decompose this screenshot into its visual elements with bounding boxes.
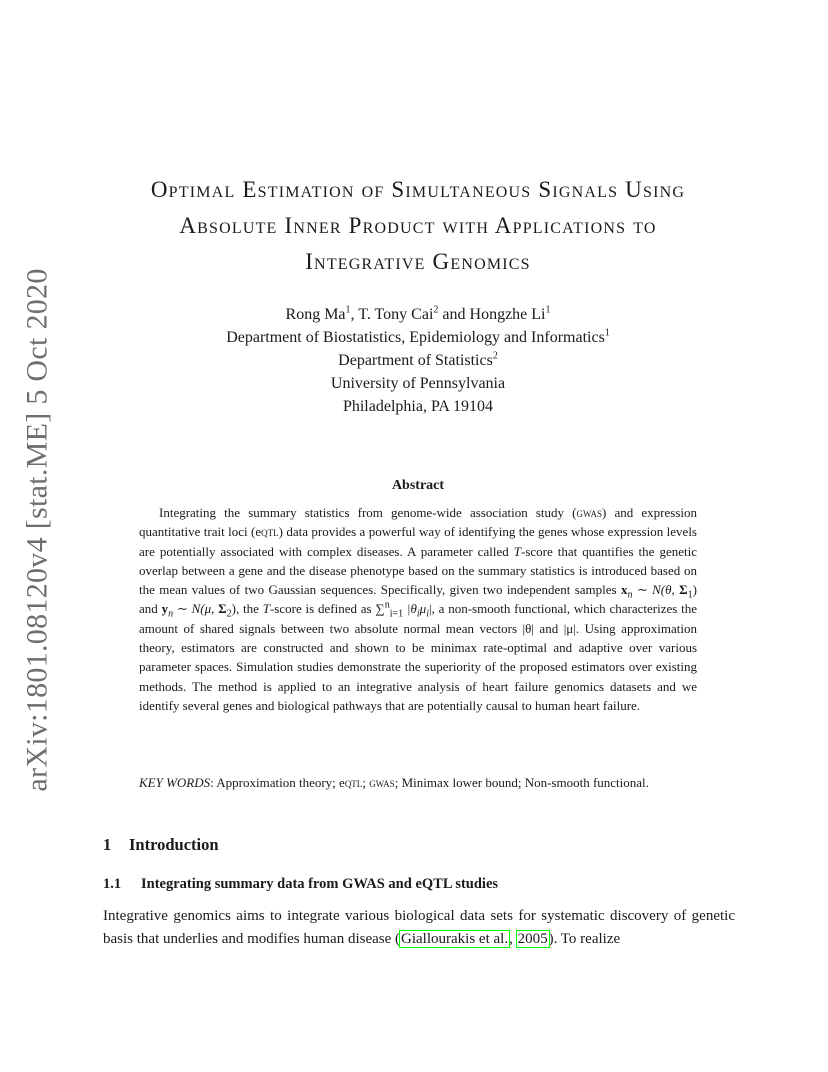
keywords: KEY WORDS: Approximation theory; eqtl; gwas; Minimax lower bound; Non-smooth functional. — [139, 775, 649, 790]
affiliation-4: Philadelphia, PA 19104 — [342, 398, 494, 415]
subsection-title: Integrating summary data from GWAS and eQTL studies — [141, 876, 499, 892]
subsection-heading — [103, 876, 498, 893]
abstract-paragraph: Integrating the summary statistics from genome-wide association study (gwas) and expression quantitative trait loci (eqtl) data provides a powerful way of identifying the genes whose expression levels are potentially associated with complex diseases. A parameter called T-score that quantifies the genetic overlap between a gene and the disease phenotype based on the summary statistics is introduced based on the mean values of two Gaussian sequences. Specifically, given two independent samples $x_n$ ∼ N(θ, $\Sigma_1$) and $y_n$ ∼ N(μ, $\Sigma_2$), the T-score is defined as ∑$^n_{i=1}$ $|\theta_i\mu_i|$, a non-smooth functional, which characterizes the amount of shared signals between two absolute normal mean vectors |θ| and |μ|. Using approximation theory, estimators are constructed and shown to be minimax rate-optimal and adaptive over various parameter spaces. Simulation studies demonstrate the superiority of the proposed estimators over existing methods. The method is applied to an integrative analysis of heart failure genomics datasets and we identify several genes and biological pathways that are potentially causal to human heart failure. — [139, 505, 697, 713]
author-block — [100, 303, 736, 418]
citation-link-year[interactable]: 2005 — [517, 931, 548, 947]
author-names: Rong Ma$^1$, T. Tony Cai$^2$ and Hongzhe Li$^1$ — [285, 304, 551, 323]
section-title: Introduction — [129, 835, 219, 854]
arxiv-stamp-text: arXiv:1801.08120v4 [stat.ME] 5 Oct 2020 — [21, 268, 55, 792]
citation-link-author[interactable]: Giallourakis et al. — [401, 931, 509, 947]
title-line-1: Optimal Estimation of Simultaneous Signals Using — [150, 177, 686, 202]
intro-paragraph: Integrative genomics aims to integrate various biological data sets for systematic discovery of genetic basis that underlies and modifies human disease (Giallourakis et al., 2005). To realize — [103, 908, 735, 947]
title-line-3: Integrative Genomics — [305, 249, 531, 274]
section-heading — [103, 835, 219, 855]
keywords-label: KEY WORDS — [139, 775, 211, 790]
section-number: 1 — [103, 835, 112, 854]
affiliation-1: Department of Biostatistics, Epidemiology and Informatics$^1$ — [226, 327, 610, 346]
abstract-heading: Abstract — [391, 478, 445, 493]
subsection-number: 1.1 — [103, 876, 122, 892]
arxiv-stamp — [14, 268, 62, 792]
affiliation-3: University of Pennsylvania — [330, 375, 506, 392]
paper-title — [100, 172, 736, 280]
abstract-body — [139, 503, 697, 715]
affiliation-2: Department of Statistics$^2$ — [338, 350, 498, 369]
title-line-2: Absolute Inner Product with Applications to — [179, 213, 657, 238]
